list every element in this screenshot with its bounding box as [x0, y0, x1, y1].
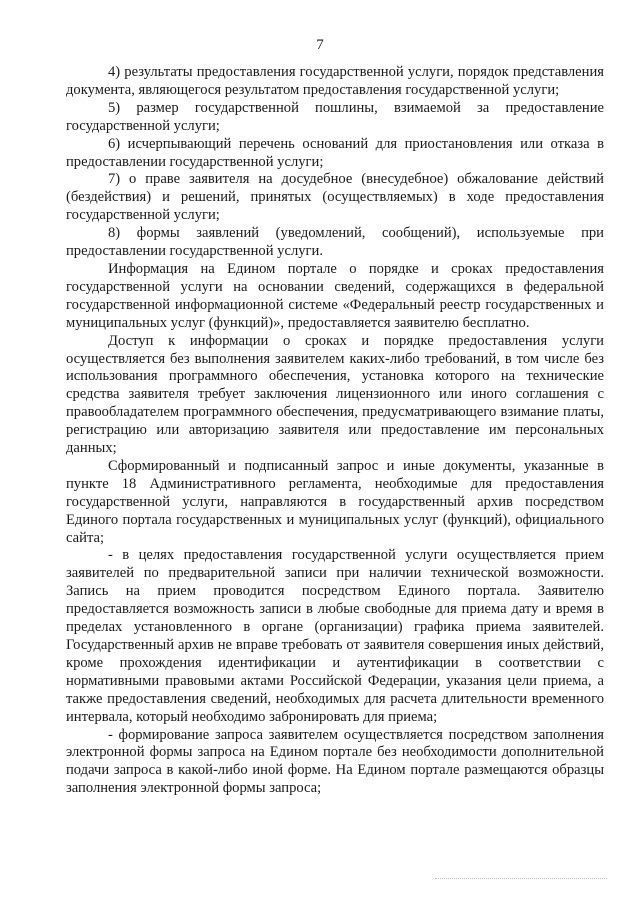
document-body: [66, 64, 604, 798]
paragraph-item-4-results: 4) результаты предоставления государственной услуги, порядок представления документа, являющегося результатом предоставления государственной услуги;: [66, 64, 604, 98]
paragraph-request-submission: Сформированный и подписанный запрос и иные документы, указанные в пункте 18 Административного регламента, необходимые для предоставления государственной услуги, направляются в государственный архив посредством Единого портала государственных и муниципальных услуг (функций), официального сайта;: [66, 457, 604, 546]
scan-artifact-line: [435, 878, 607, 879]
page-number: 7: [316, 37, 324, 53]
paragraph-portal-information: Информация на Едином портале о порядке и сроках предоставления государственной услуги на основании сведений, содержащихся в федеральной государственной информационной системе «Федеральный реестр государственных и муниципальных услуг (функций)», предоставляется заявителю бесплатно.: [66, 260, 604, 331]
paragraph-item-6-refusal-grounds: 6) исчерпывающий перечень оснований для приостановления или отказа в предоставлении государственной услуги;: [66, 135, 604, 170]
paragraph-item-5-state-fee: 5) размер государственной пошлины, взимаемой за предоставление государственной услуги;: [66, 99, 604, 134]
paragraph-electronic-form: - формирование запроса заявителем осуществляется посредством заполнения электронной формы запроса на Едином портале без необходимости дополнительной подачи запроса в какой-либо иной форме. На Едином портале размещаются образцы заполнения электронной формы запроса;: [66, 726, 604, 797]
paragraph-appointment-booking: - в целях предоставления государственной услуги осуществляется прием заявителей по предварительной записи при наличии технической возможности. Запись на прием проводится посредством Единого портала. Заявителю предоставляется возможность записи в любые свободные для приема дату и время в пределах установленного в органе (организации) графика приема заявителей. Государственный архив не вправе требовать от заявителя совершения иных действий, кроме прохождения идентификации и аутентификации в соответствии с нормативными правовыми актами Российской Федерации, указания цели приема, а также предоставления сведений, необходимых для расчета длительности временного интервала, который необходимо забронировать для приема;: [66, 547, 604, 725]
paragraph-item-8-application-forms: 8) формы заявлений (уведомлений, сообщений), используемые при предоставлении государственной услуги.: [66, 225, 604, 260]
paragraph-information-access: Доступ к информации о сроках и порядке предоставления услуги осуществляется без выполнения заявителем каких-либо требований, в том числе без использования программного обеспечения, установка которого на технические средства заявителя требует заключения лицензионного или иного соглашения с правообладателем программного обеспечения, предусматривающего взимание платы, регистрацию или авторизацию заявителя или предоставление им персональных данных;: [66, 332, 604, 457]
paragraph-item-7-appeal-right: 7) о праве заявителя на досудебное (внесудебное) обжалование действий (бездействия) и решений, принятых (осуществляемых) в ходе предоставления государственной услуги;: [66, 171, 604, 224]
